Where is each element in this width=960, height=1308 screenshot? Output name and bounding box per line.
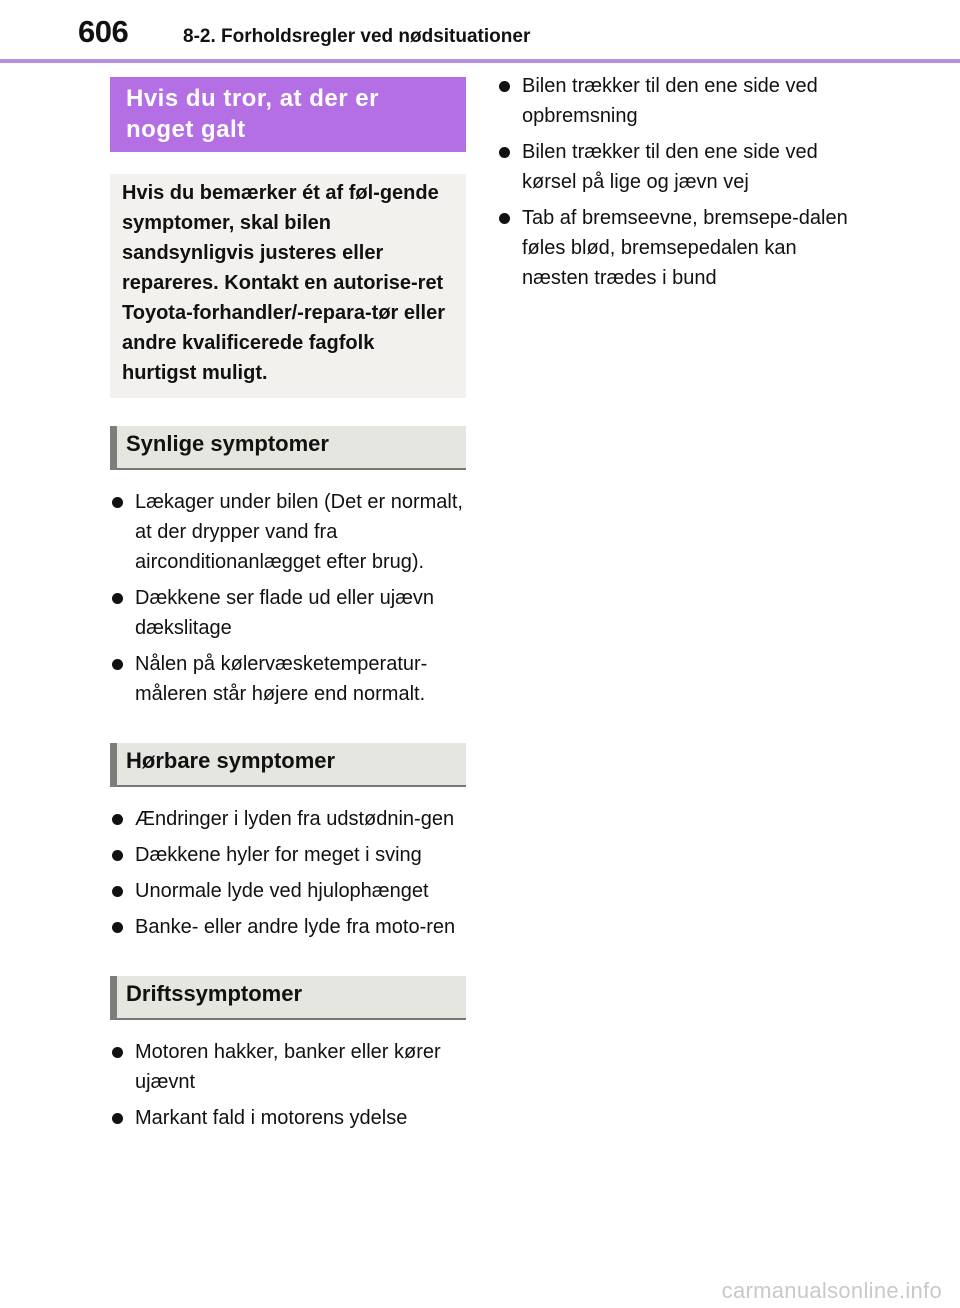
section-heading-audible: Hørbare symptomer: [110, 743, 466, 787]
list-item: Banke- eller andre lyde fra moto-ren: [110, 912, 466, 942]
bullet-list-audible: [110, 804, 466, 942]
list-item: Dækkene ser flade ud eller ujævn dækslitage: [110, 583, 466, 643]
list-item: Unormale lyde ved hjulophænget: [110, 876, 466, 906]
list-item: Bilen trækker til den ene side ved kørsel på lige og jævn vej: [497, 137, 857, 197]
list-item: Bilen trækker til den ene side ved opbremsning: [497, 71, 857, 131]
bullet-list-visible: [110, 487, 466, 709]
header-divider: [0, 59, 960, 63]
list-item: Tab af bremseevne, bremsepe-dalen føles blød, bremsepedalen kan næsten trædes i bund: [497, 203, 857, 293]
right-column: [497, 71, 857, 299]
list-item: Markant fald i motorens ydelse: [110, 1103, 466, 1133]
list-item: Lækager under bilen (Det er normalt, at der drypper vand fra airconditionanlægget efter brug).: [110, 487, 466, 577]
section-visible: [110, 426, 466, 709]
main-heading: Hvis du tror, at der er noget galt: [110, 77, 466, 152]
section-operational: [110, 976, 466, 1133]
list-item: Ændringer i lyden fra udstødnin-gen: [110, 804, 466, 834]
section-heading-visible: Synlige symptomer: [110, 426, 466, 470]
list-item: Nålen på kølervæsketemperatur-måleren står højere end normalt.: [110, 649, 466, 709]
intro-box: Hvis du bemærker ét af føl-gende symptomer, skal bilen sandsynligvis justeres eller repareres. Kontakt en autorise-ret Toyota-forhandler/-repara-tør eller andre kvalificerede fagfolk hurtigst muligt.: [110, 174, 466, 398]
list-item: Dækkene hyler for meget i sving: [110, 840, 466, 870]
list-item: Motoren hakker, banker eller kører ujævnt: [110, 1037, 466, 1097]
left-column: [110, 77, 466, 1139]
watermark: carmanualsonline.info: [721, 1278, 942, 1303]
bullet-list-operational: [110, 1037, 466, 1133]
page-number: 606: [78, 14, 129, 49]
chapter-title: 8-2. Forholdsregler ved nødsituationer: [183, 26, 531, 47]
section-heading-operational: Driftssymptomer: [110, 976, 466, 1020]
bullet-list-brakes: [497, 71, 857, 293]
section-audible: [110, 743, 466, 942]
